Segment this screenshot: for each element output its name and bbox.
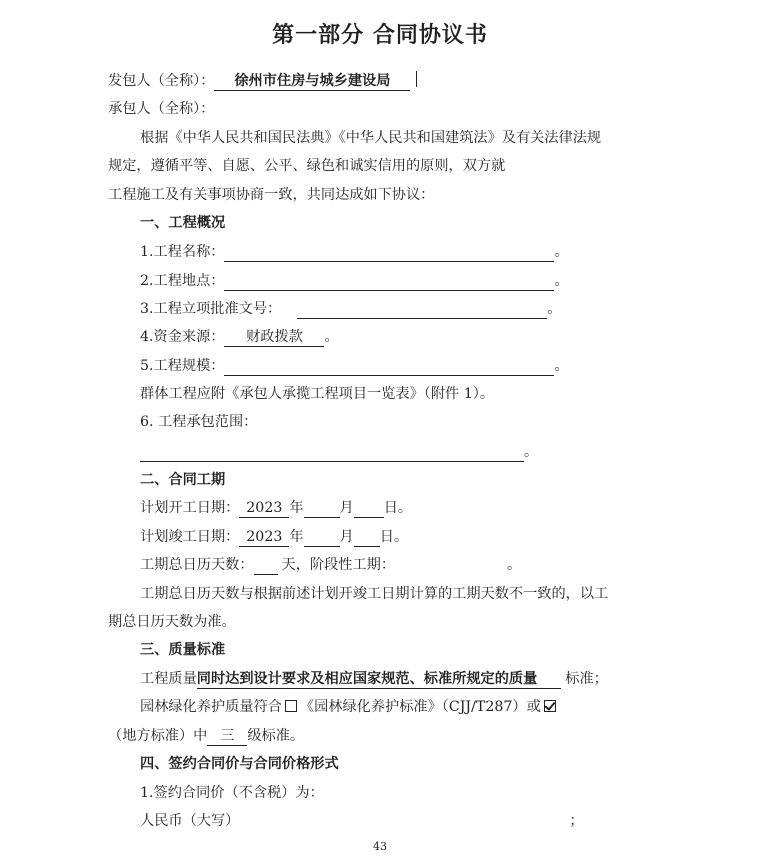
project-location-label: 2.工程地点： <box>140 273 225 289</box>
fund-source-label: 4.资金来源： <box>140 329 225 345</box>
approval-line: 3.工程立项批准文号： 。 <box>140 301 562 317</box>
duration-blank <box>254 557 278 575</box>
contract-scope-blank <box>140 444 524 462</box>
start-year: 2023 <box>239 500 289 518</box>
garden-standard-name: 《园林绿化养护标准》（CJJ/T287）或 <box>299 699 541 715</box>
duration-line: 工期总日历天数： 天，阶段性工期： 。 <box>140 557 522 573</box>
start-date-label: 计划开工日期： <box>140 500 240 516</box>
intro-line-2: 规定，遵循平等、自愿、公平、绿色和诚实信用的原则，双方就 <box>108 158 506 174</box>
local-standard-checkbox[interactable] <box>544 700 556 712</box>
fund-source-value: 财政拨款 <box>224 329 324 347</box>
end-month-blank <box>304 529 340 547</box>
text-cursor <box>416 71 417 87</box>
contract-price-label: 1.签约合同价（不含税）为： <box>140 785 324 801</box>
quality-suffix: 标准； <box>565 671 608 687</box>
end-day-blank <box>354 529 380 547</box>
project-name-label: 1.工程名称： <box>140 244 225 260</box>
section2-heading: 二、合同工期 <box>140 472 226 488</box>
garden-quality-line <box>140 697 559 717</box>
duration-note-line-2: 期总日历天数为准。 <box>108 614 236 630</box>
quality-line <box>140 669 608 689</box>
local-standard-level: 三 <box>207 728 247 746</box>
employer-line <box>108 71 417 91</box>
contract-scope-label: 6. 工程承包范围： <box>140 414 258 430</box>
quality-value: 同时达到设计要求及相应国家规范、标准所规定的质量 <box>197 671 562 689</box>
contractor-label: 承包人（全称）： <box>108 101 215 117</box>
project-location-blank <box>224 273 554 291</box>
start-month-blank <box>304 500 340 518</box>
quality-label: 工程质量 <box>140 671 197 687</box>
contract-scope-line: 。 <box>140 442 538 462</box>
rmb-end: ； <box>569 813 584 829</box>
approval-blank <box>297 301 547 319</box>
end-year: 2023 <box>239 529 289 547</box>
local-standard-prefix: （地方标准）中 <box>108 728 208 744</box>
rmb-line <box>140 811 584 831</box>
rmb-label: 人民币（大写） <box>140 813 240 829</box>
local-standard-line <box>108 726 304 746</box>
approval-label: 3.工程立项批准文号： <box>140 301 282 317</box>
duration-unit: 天，阶段性工期： <box>281 557 396 573</box>
intro-line-1: 根据《中华人民共和国民法典》《中华人民共和国建筑法》及有关法律法规 <box>140 130 602 146</box>
group-project-note: 群体工程应附《承包人承揽工程项目一览表》（附件 1）。 <box>140 386 495 402</box>
project-scale-blank <box>224 358 554 376</box>
section4-heading: 四、签约合同价与合同价格形式 <box>140 756 339 772</box>
end-date-line: 计划竣工日期： 2023 年 月 日。 <box>140 529 409 545</box>
local-standard-suffix: 级标准。 <box>247 728 305 744</box>
garden-quality-text: 园林绿化养护质量符合 <box>140 699 282 715</box>
section1-heading: 一、工程概况 <box>140 215 226 231</box>
page-number: 43 <box>373 840 387 853</box>
intro-line-3: 工程施工及有关事项协商一致，共同达成如下协议： <box>108 187 435 203</box>
project-location-line: 2.工程地点： 。 <box>140 273 569 289</box>
start-day-blank <box>354 500 384 518</box>
start-date-line: 计划开工日期： 2023 年 月 日。 <box>140 500 413 516</box>
employer-name: 徐州市住房与城乡建设局 <box>214 73 410 91</box>
project-scale-line: 5.工程规模： 。 <box>140 358 569 374</box>
project-name-blank <box>224 244 554 262</box>
fund-source-line: 4.资金来源： 财政拨款 。 <box>140 329 339 345</box>
page-title: 第一部分 合同协议书 <box>272 23 488 48</box>
duration-note-line-1: 工期总日历天数与根据前述计划开竣工日期计算的工期天数不一致的，以工 <box>140 586 609 602</box>
employer-label: 发包人（全称）： <box>108 73 215 89</box>
section3-heading: 三、质量标准 <box>140 642 226 658</box>
contractor-line <box>108 99 214 119</box>
end-date-label: 计划竣工日期： <box>140 529 240 545</box>
project-name-line: 1.工程名称： 。 <box>140 244 569 260</box>
project-scale-label: 5.工程规模： <box>140 358 225 374</box>
national-standard-checkbox[interactable] <box>285 700 297 712</box>
duration-label: 工期总日历天数： <box>140 557 254 573</box>
